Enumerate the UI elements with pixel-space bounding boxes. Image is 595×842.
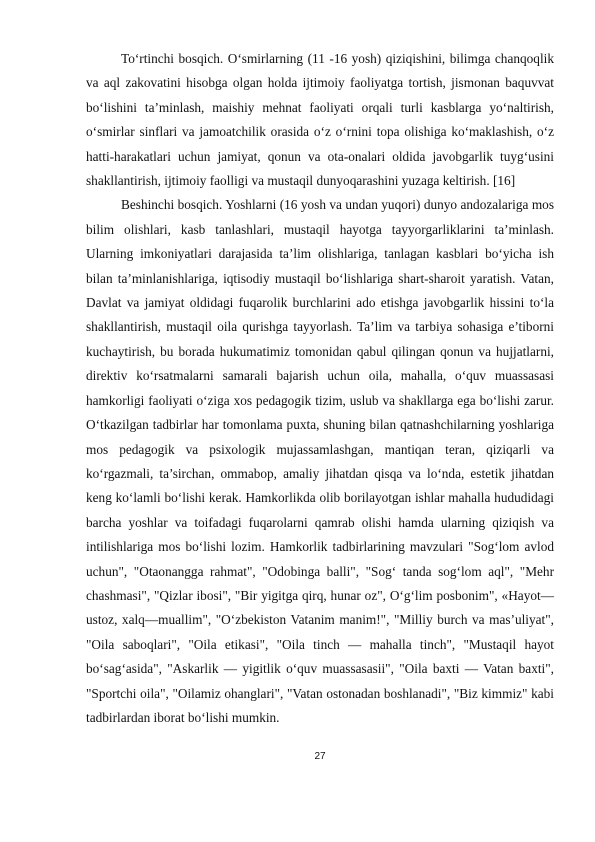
paragraph-stage-four: To‘rtinchi bosqich. O‘smirlarning (11 -16 yosh) qiziqishini, bilimga chanqoqlik va aql zakovatini hisobga olgan holda ijtimoiy faoliyatga tortish, jismonan baquvvat bo‘lishini ta’minlash, maishiy mehnat faoliyati orqali turli kasblarga yo‘naltirish, o‘smirlar sinflari va jamoatchilik orasida o‘z o‘rnini topa olishiga ko‘maklashish, o‘z hatti-harakatlari uchun jamiyat, qonun va ota-onalari oldida javobgarlik tuyg‘usini shakllantirish, ijtimoiy faolligi va mustaqil dunyoqarashini yuzaga keltirish. [16] <box>86 51 554 189</box>
paragraph-stage-five: Beshinchi bosqich. Yoshlarni (16 yosh va undan yuqori) dunyo andozalariga mos bilim olishlari, kasb tanlashlari, mustaqil hayotga tayyorgarliklarini ta’minlash. Ularning imkoniyatlari darajasida ta’lim olishlariga, tanlagan kasblari bo‘yicha ish bilan ta’minlanishlariga, iqtisodiy mustaqil bo‘lishlariga shart-sharoit yaratish. Vatan, Davlat va jamiyat oldidagi fuqarolik burchlarini ado etishga javobgarlik hissini to‘la shakllantirish, mustaqil oila qurishga tayyorlash. Ta’lim va tarbiya sohasiga e’tiborni kuchaytirish, bu borada hukumatimiz tomonidan qabul qilingan qonun va hujjatlarni, direktiv ko‘rsatmalarni samarali bajarish uchun oila, mahalla, o‘quv muassasasi hamkorligi faoliyati o‘ziga xos pedagogik tizim, uslub va shakllarga ega bo‘lishi zarur. O‘tkazilgan tadbirlar har tomonlama puxta, shuning bilan qatnashchilarning yoshlariga mos pedagogik va psixologik mujassamlashgan, mantiqan teran, qiziqarli va ko‘rgazmali, ta’sirchan, ommabop, amaliy jihatdan qisqa va lo‘nda, estetik jihatdan keng ko‘lamli bo‘lishi kerak. Hamkorlikda olib borilayotgan ishlar mahalla hududidagi barcha yoshlar va toifadagi fuqarolarni qamrab olishi hamda ularning qiziqish va intilishlariga mos bo‘lishi lozim. Hamkorlik tadbirlarining mavzulari "Sog‘lom avlod uchun", "Otaonangga rahmat", "Odobinga balli", "Sog‘ tanda sog‘lom aql", "Mehr chashmasi", "Qizlar ibosi", "Bir yigitga qirq, hunar oz", O‘g‘lim posbonim", «Hayot—ustoz, xalq—muallim", "O‘zbekiston Vatanim manim!", "Milliy burch va mas’uliyat", "Oila saboqlari", "Oila etikasi", "Oila tinch — mahalla tinch", "Mustaqil hayot bo‘sag‘asida", "Askarlik — yigitlik o‘quv muassasasii", "Oila baxti — Vatan baxti", "Sportchi oila", "Oilamiz ohanglari", "Vatan ostonadan boshlanadi", "Biz kimmiz" kabi tadbirlardan iborat bo‘lishi mumkin. <box>86 197 554 725</box>
page-number: 27 <box>314 751 326 762</box>
body-text <box>86 47 554 730</box>
